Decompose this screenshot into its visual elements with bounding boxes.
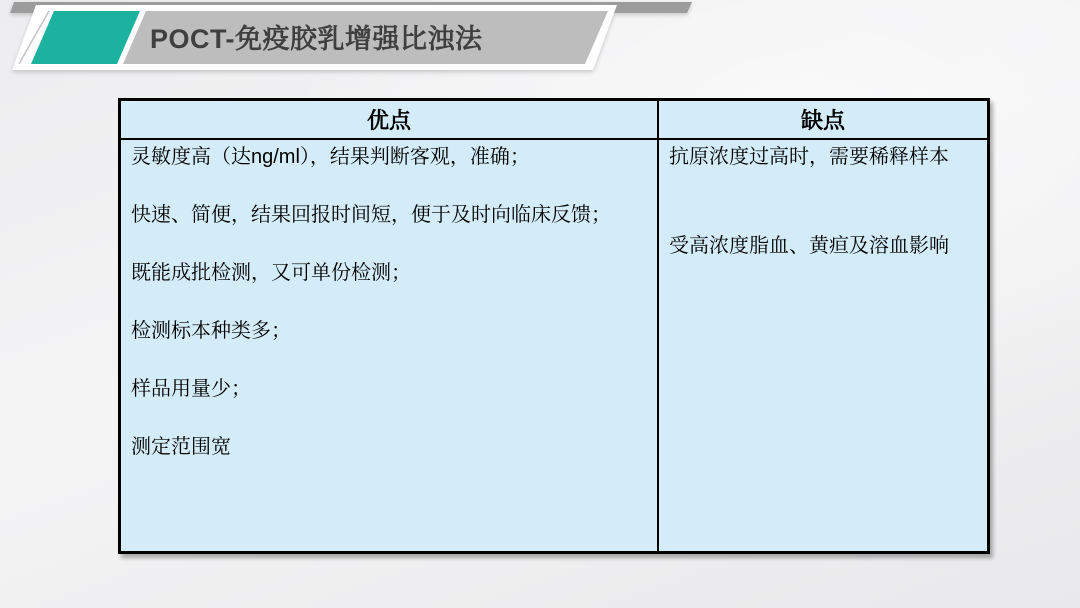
advantages-cell bbox=[121, 140, 657, 551]
table-header-advantages bbox=[121, 101, 657, 140]
page-title: POCT-免疫胶乳增强比浊法 bbox=[150, 24, 483, 54]
disadvantage-item: 抗原浓度过高时，需要稀释样本 bbox=[669, 146, 949, 168]
advantage-item: 测定范围宽 bbox=[131, 436, 231, 458]
disadvantages-header-label: 缺点 bbox=[800, 108, 845, 133]
advantages-header-label: 优点 bbox=[366, 108, 411, 133]
disadvantage-item: 受高浓度脂血、黄疸及溶血影响 bbox=[669, 235, 949, 257]
advantage-item: 快速、简便，结果回报时间短，便于及时向临床反馈； bbox=[131, 204, 611, 226]
pros-cons-table bbox=[118, 98, 990, 554]
advantage-item: 灵敏度高（达ng/ml），结果判断客观，准确； bbox=[131, 146, 530, 168]
advantage-item: 检测标本种类多； bbox=[131, 320, 291, 342]
table-header-disadvantages bbox=[657, 101, 987, 140]
advantage-item: 既能成批检测，又可单份检测； bbox=[131, 262, 411, 284]
advantage-item: 样品用量少； bbox=[131, 378, 251, 400]
disadvantages-cell bbox=[657, 140, 987, 551]
